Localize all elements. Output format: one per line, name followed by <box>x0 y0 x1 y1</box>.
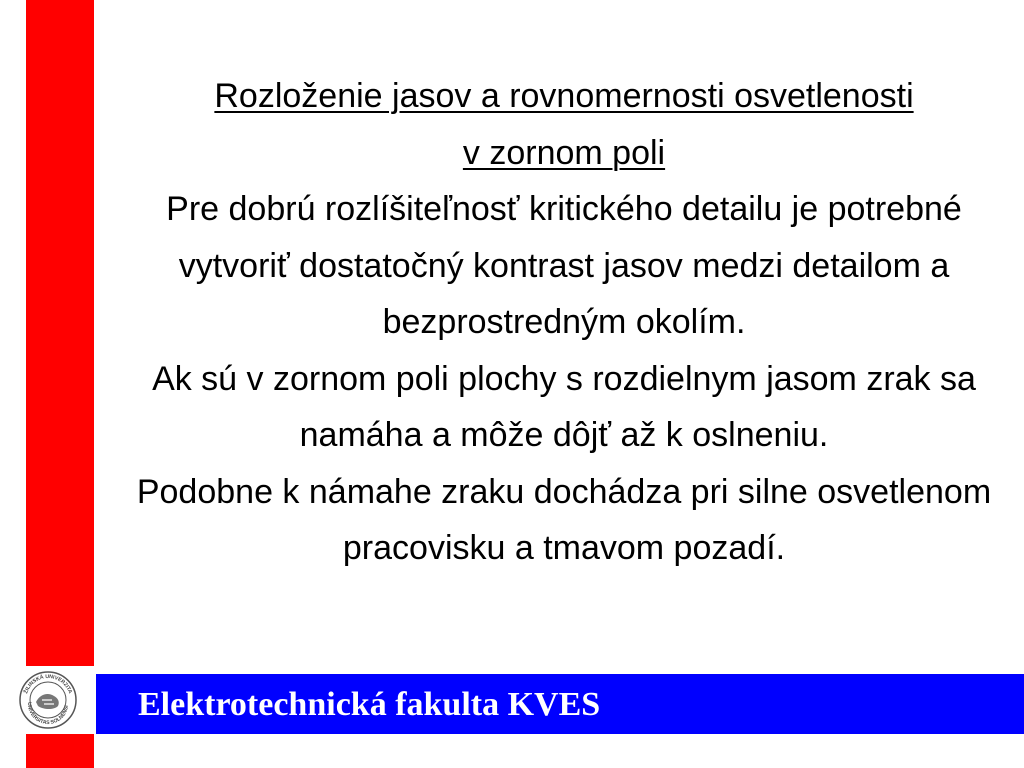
paragraph-contrast: Pre dobrú rozlíšiteľnosť kritického detailu je potrebné vytvoriť dostatočný kontrast jasov medzi detailom a bezprostredným okolím. <box>166 190 962 341</box>
slide-content <box>108 68 1020 577</box>
slide-title: Rozloženie jasov a rovnomernosti osvetlenosti v zornom poli <box>214 77 914 172</box>
paragraph-glare: Ak sú v zornom poli plochy s rozdielnym jasom zrak sa namáha a môže dôjť až k oslneniu. <box>152 359 976 454</box>
slide-title-block <box>214 68 914 181</box>
seal-text-bottom: UNIVERSITAS SOLNENSI <box>25 702 70 727</box>
university-seal-icon <box>18 670 78 730</box>
paragraph-strain: Podobne k námahe zraku dochádza pri silne osvetlenom pracovisku a tmavom pozadí. <box>136 472 992 567</box>
red-accent-bar <box>26 0 94 768</box>
seal-text-top: ŽILINSKÁ UNIVERZITA <box>23 673 73 695</box>
logo-container <box>0 666 96 734</box>
footer-label: Elektrotechnická fakulta KVES <box>138 686 601 723</box>
